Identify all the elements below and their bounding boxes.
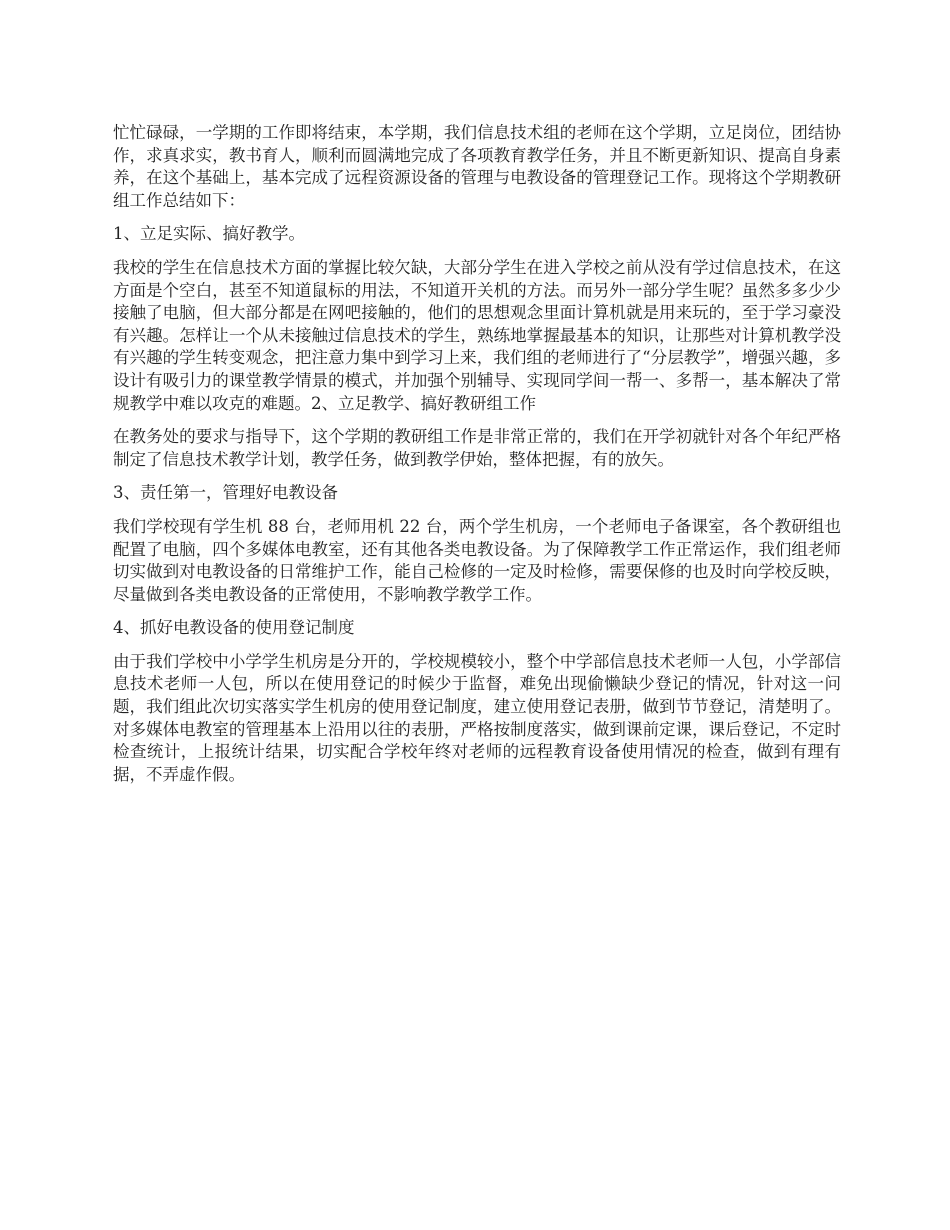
- intro-paragraph: 忙忙碌碌，一学期的工作即将结束，本学期，我们信息技术组的老师在这个学期，立足岗位，团结协作，求真求实，教书育人，顺利而圆满地完成了各项教育教学任务，并且不断更新知识、提高自身素养，在这个基础上，基本完成了远程资源设备的管理与电教设备的管理登记工作。现将这个学期教研组工作总结如下：: [113, 123, 841, 210]
- section-4-paragraph: 由于我们学校中小学学生机房是分开的，学校规模较小，整个中学部信息技术老师一人包，小学部信息技术老师一人包，所以在使用登记的时候少于监督，难免出现偷懒缺少登记的情况，针对这一问题，我们组此次切实落实学生机房的使用登记制度，建立使用登记表册，做到节节登记，清楚明了。对多媒体电教室的管理基本上沿用以往的表册，严格按制度落实，做到课前定课，课后登记，不定时检查统计，上报统计结果，切实配合学校年终对老师的远程教育设备使用情况的检查，做到有理有据，不弄虚作假。: [113, 651, 841, 784]
- document-body: [113, 122, 841, 797]
- section-heading-3: 3、责任第一，管理好电教设备: [113, 483, 338, 503]
- section-heading-1: 1、立足实际、搞好教学。: [113, 224, 305, 244]
- section-1-paragraph: 我校的学生在信息技术方面的掌握比较欠缺，大部分学生在进入学校之前从没有学过信息技术，在这方面是个空白，甚至不知道鼠标的用法，不知道开关机的方法。而另外一部分学生呢？虽然多多少少接触了电脑，但大部分都是在网吧接触的，他们的思想观念里面计算机就是用来玩的，至于学习豪没有兴趣。怎样让一个从未接触过信息技术的学生，熟练地掌握最基本的知识，让那些对计算机教学没有兴趣的学生转变观念，把注意力集中到学习上来，我们组的老师进行了“分层教学”，增强兴趣，多设计有吸引力的课堂教学情景的模式，并加强个别辅导、实现同学间一帮一、多帮一，基本解决了常规教学中难以攻克的难题。2、立足教学、搞好教研组工作: [113, 257, 841, 413]
- section-heading-4: 4、抓好电教设备的使用登记制度: [113, 618, 355, 638]
- section-2-paragraph: 在教务处的要求与指导下，这个学期的教研组工作是非常正常的，我们在开学初就针对各个年纪严格制定了信息技术教学计划，教学任务，做到教学伊始，整体把握，有的放矢。: [113, 427, 841, 469]
- section-3-paragraph: 我们学校现有学生机 88 台，老师用机 22 台，两个学生机房，一个老师电子备课室，各个教研组也配置了电脑，四个多媒体电教室，还有其他各类电教设备。为了保障教学工作正常运作，我们组老师切实做到对电教设备的日常维护工作，能自己检修的一定及时检修，需要保修的也及时向学校反映，尽量做到各类电教设备的正常使用，不影响教学教学工作。: [113, 516, 841, 604]
